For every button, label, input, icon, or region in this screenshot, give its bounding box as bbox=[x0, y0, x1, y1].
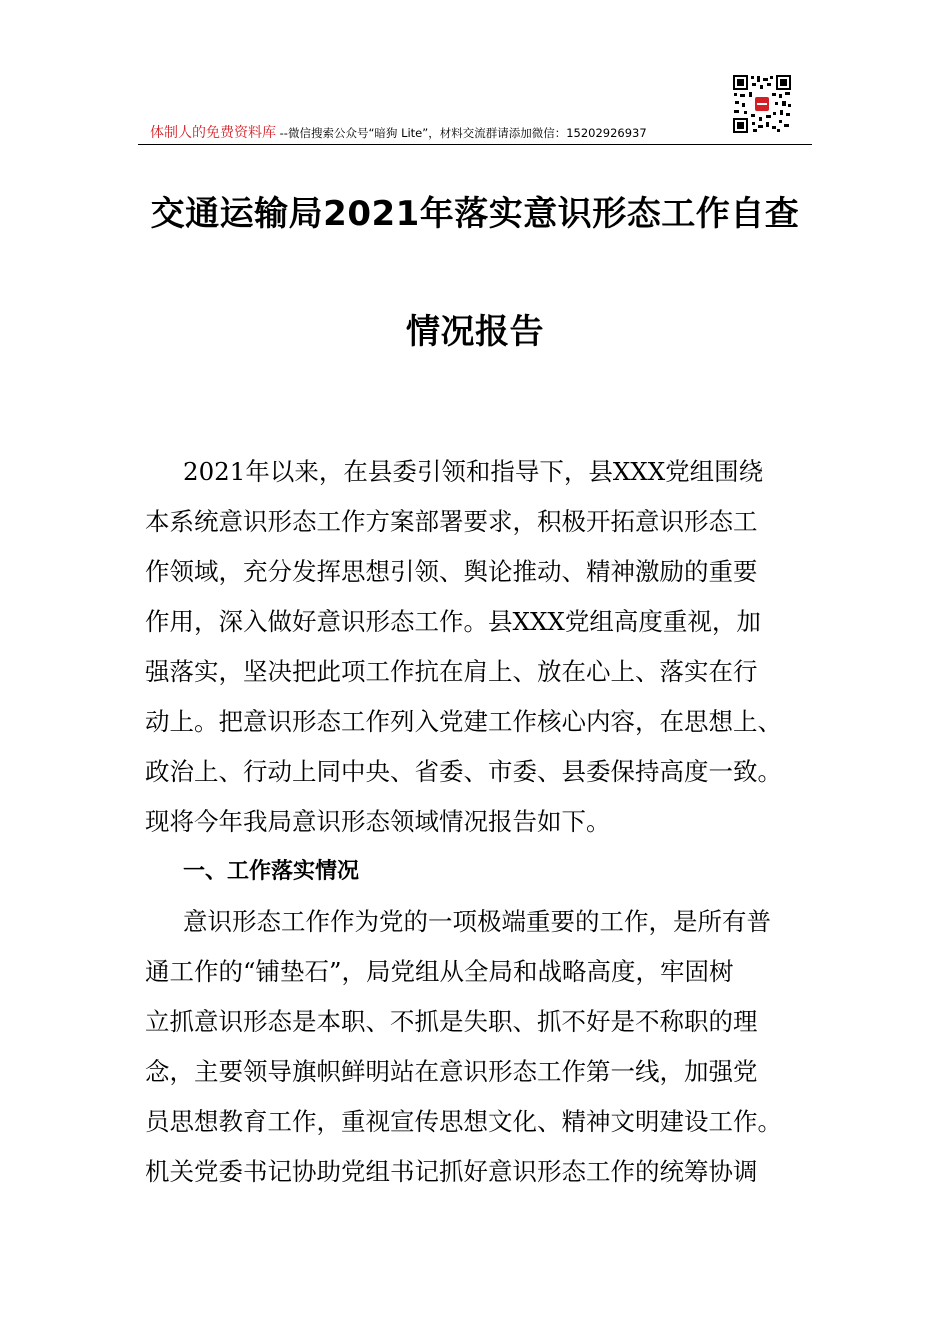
body-line: 意识形态工作作为党的一项极端重要的工作，是所有普 bbox=[183, 907, 771, 936]
body-line: 作用，深入做好意识形态工作。县XXX党组高度重视，加 bbox=[145, 607, 761, 636]
document-title-line1: 交通运输局2021年落实意识形态工作自查 bbox=[150, 194, 800, 234]
body-line: 政治上、行动上同中央、省委、市委、县委保持高度一致。 bbox=[145, 757, 782, 786]
body-line: 现将今年我局意识形态领域情况报告如下。 bbox=[145, 807, 611, 836]
document-header bbox=[138, 122, 812, 144]
body-line: 通工作的“铺垫石”，局党组从全局和战略高度，牢固树 bbox=[145, 957, 734, 986]
body-line: 强落实，坚决把此项工作抗在肩上、放在心上、落实在行 bbox=[145, 657, 758, 686]
body-line: 动上。把意识形态工作列入党建工作核心内容，在思想上、 bbox=[145, 707, 782, 736]
body-line: 作领域，充分发挥思想引领、舆论推动、精神激励的重要 bbox=[145, 557, 758, 586]
document-title-line2: 情况报告 bbox=[406, 312, 544, 352]
document-body bbox=[145, 447, 805, 1197]
header-divider bbox=[138, 144, 812, 145]
section-heading: 一、工作落实情况 bbox=[183, 859, 360, 884]
body-line: 机关党委书记协助党组书记抓好意识形态工作的统筹协调 bbox=[145, 1157, 758, 1186]
body-line: 员思想教育工作，重视宣传思想文化、精神文明建设工作。 bbox=[145, 1107, 782, 1136]
header-brand: 体制人的免费资料库 bbox=[150, 125, 276, 141]
body-line: 念，主要领导旗帜鲜明站在意识形态工作第一线，加强党 bbox=[145, 1057, 758, 1086]
body-line: 立抓意识形态是本职、不抓是失职、抓不好是不称职的理 bbox=[145, 1007, 758, 1036]
header-note: --微信搜索公众号“暗狗 Lite”，材料交流群请添加微信：15202926937 bbox=[276, 126, 647, 140]
body-line: 2021年以来，在县委引领和指导下，县XXX党组围绕 bbox=[183, 457, 764, 486]
body-line: 本系统意识形态工作方案部署要求，积极开拓意识形态工 bbox=[145, 507, 758, 536]
